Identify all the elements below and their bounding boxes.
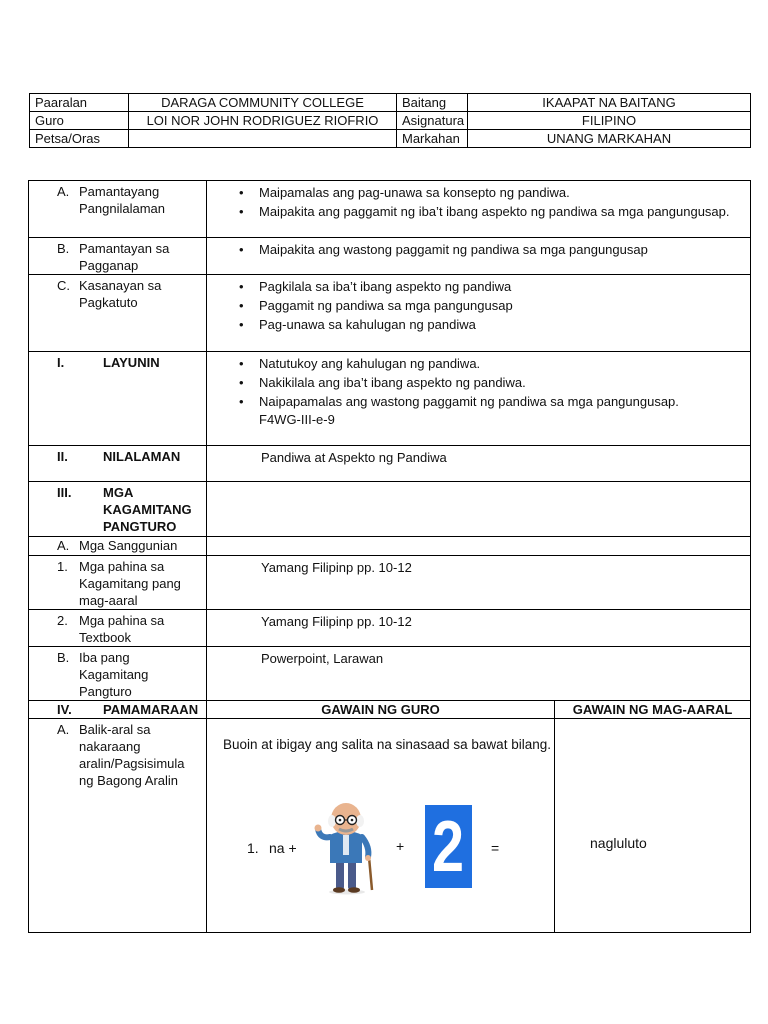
- row-iba-pang-kagamitang: [29, 647, 751, 701]
- row-label: Balik-aral sa nakaraang aralin/Pagsisimula ng Bagong Aralin: [79, 722, 185, 788]
- row-number: II.: [57, 449, 68, 464]
- equals-sign: =: [491, 840, 500, 856]
- row-label: LAYUNIN: [103, 355, 160, 370]
- bullet-list: [211, 240, 746, 259]
- row-label: Iba pang Kagamitang Pangturo: [79, 650, 149, 699]
- row-number: A.: [57, 722, 70, 737]
- row-kagamitang-pangturo: [29, 482, 751, 537]
- row-number: B.: [57, 650, 70, 665]
- bullet-list: [211, 183, 746, 221]
- row-label: Pamantayang Pangnilalaman: [79, 184, 166, 216]
- row-pahina-kagamitang-mag-aaral: [29, 556, 751, 610]
- list-item: • Paggamit ng pandiwa sa mga pangungusap: [259, 296, 746, 315]
- plus-sign: +: [396, 838, 405, 854]
- row-nilalaman: [29, 446, 751, 482]
- row-number: IV.: [57, 702, 72, 717]
- gawain-ng-guro-cell: [207, 719, 555, 933]
- row-number: A.: [57, 538, 70, 553]
- row-label: Mga Sanggunian: [79, 538, 178, 553]
- row-kasanayan-sa-pagkatuto: [29, 275, 751, 352]
- list-item: • Nakikilala ang iba’t ibang aspekto ng pandiwa.: [259, 373, 746, 392]
- list-item: • Natutukoy ang kahulugan ng pandiwa.: [259, 354, 746, 373]
- list-item: • Maipakita ang wastong paggamit ng pandiwa sa mga pangungusap: [259, 240, 746, 259]
- row-number: B.: [57, 241, 70, 256]
- row-pamantayan-sa-pagganap: [29, 238, 751, 275]
- grade-label: Baitang: [397, 94, 468, 112]
- row-pamantayang-pangnilalaman: [29, 181, 751, 238]
- quarter-label: Markahan: [397, 130, 468, 148]
- grandfather-cartoon-image: [312, 799, 382, 895]
- row-label: Kasanayan sa Pagkatuto: [79, 278, 162, 310]
- row-number: III.: [57, 485, 72, 500]
- pahina-textbook-value: Yamang Filipinp pp. 10-12: [261, 614, 412, 629]
- number-two-image: [425, 805, 472, 888]
- header-row-teacher: [30, 112, 751, 130]
- row-number: C.: [57, 278, 70, 293]
- competency-code: F4WG-III-e-9: [259, 412, 335, 427]
- teacher-label: Guro: [30, 112, 129, 130]
- row-balik-aral: [29, 719, 751, 933]
- gawain-ng-mag-aaral-cell: [555, 719, 751, 933]
- list-item: • Maipamalas ang pag-unawa sa konsepto ng pandiwa.: [259, 183, 746, 202]
- school-value: DARAGA COMMUNITY COLLEGE: [129, 94, 397, 112]
- row-label: Pamantayan sa Pagganap: [79, 241, 170, 273]
- header-table: [29, 93, 751, 148]
- quarter-value: UNANG MARKAHAN: [468, 130, 751, 148]
- list-item: • Pag-unawa sa kahulugan ng pandiwa: [259, 315, 746, 334]
- teacher-value: LOI NOR JOHN RODRIGUEZ RIOFRIO: [129, 112, 397, 130]
- school-label: Paaralan: [30, 94, 129, 112]
- number-two-glyph: 2: [432, 806, 465, 887]
- column-header-gawain-ng-mag-aaral: GAWAIN NG MAG-AARAL: [555, 701, 751, 719]
- row-label: NILALAMAN: [103, 449, 181, 464]
- row-number: A.: [57, 184, 70, 199]
- row-layunin: [29, 352, 751, 446]
- row-number: I.: [57, 355, 65, 370]
- row-pamamaraan: [29, 701, 751, 719]
- bullet-list: [211, 277, 746, 334]
- student-answer: nagluluto: [590, 835, 647, 851]
- column-header-gawain-ng-guro: GAWAIN NG GURO: [207, 701, 555, 719]
- row-number: 2.: [57, 613, 68, 628]
- list-item: • Naipapamalas ang wastong paggamit ng pandiwa sa mga pangungusap.: [259, 392, 746, 411]
- lesson-plan-table: [28, 180, 751, 933]
- grade-value: IKAAPAT NA BAITANG: [468, 94, 751, 112]
- subject-value: FILIPINO: [468, 112, 751, 130]
- date-label: Petsa/Oras: [30, 130, 129, 148]
- header-row-school: [30, 94, 751, 112]
- bullet-list: [211, 354, 746, 411]
- nilalaman-value: Pandiwa at Aspekto ng Pandiwa: [261, 450, 447, 465]
- row-label: Mga pahina sa Textbook: [79, 613, 165, 645]
- item-prefix: na +: [269, 840, 297, 856]
- list-item: • Pagkilala sa iba’t ibang aspekto ng pandiwa: [259, 277, 746, 296]
- list-item: • Maipakita ang paggamit ng iba’t ibang aspekto ng pandiwa sa mga pangungusap.: [259, 202, 746, 221]
- iba-pang-value: Powerpoint, Larawan: [261, 651, 384, 666]
- item-number: 1.: [247, 840, 259, 856]
- date-value: [129, 130, 397, 148]
- row-mga-sanggunian: [29, 537, 751, 556]
- row-pahina-textbook: [29, 610, 751, 647]
- header-row-date: [30, 130, 751, 148]
- row-label: Mga pahina sa Kagamitang pang mag-aaral: [79, 559, 181, 608]
- row-label: PAMAMARAAN: [103, 702, 199, 717]
- row-label: MGA KAGAMITANG PANGTURO: [103, 485, 192, 534]
- row-number: 1.: [57, 559, 68, 574]
- activity-instruction: Buoin at ibigay ang salita na sinasaad sa bawat bilang.: [223, 737, 551, 752]
- pahina-mag-aaral-value: Yamang Filipinp pp. 10-12: [261, 560, 412, 575]
- subject-label: Asignatura: [397, 112, 468, 130]
